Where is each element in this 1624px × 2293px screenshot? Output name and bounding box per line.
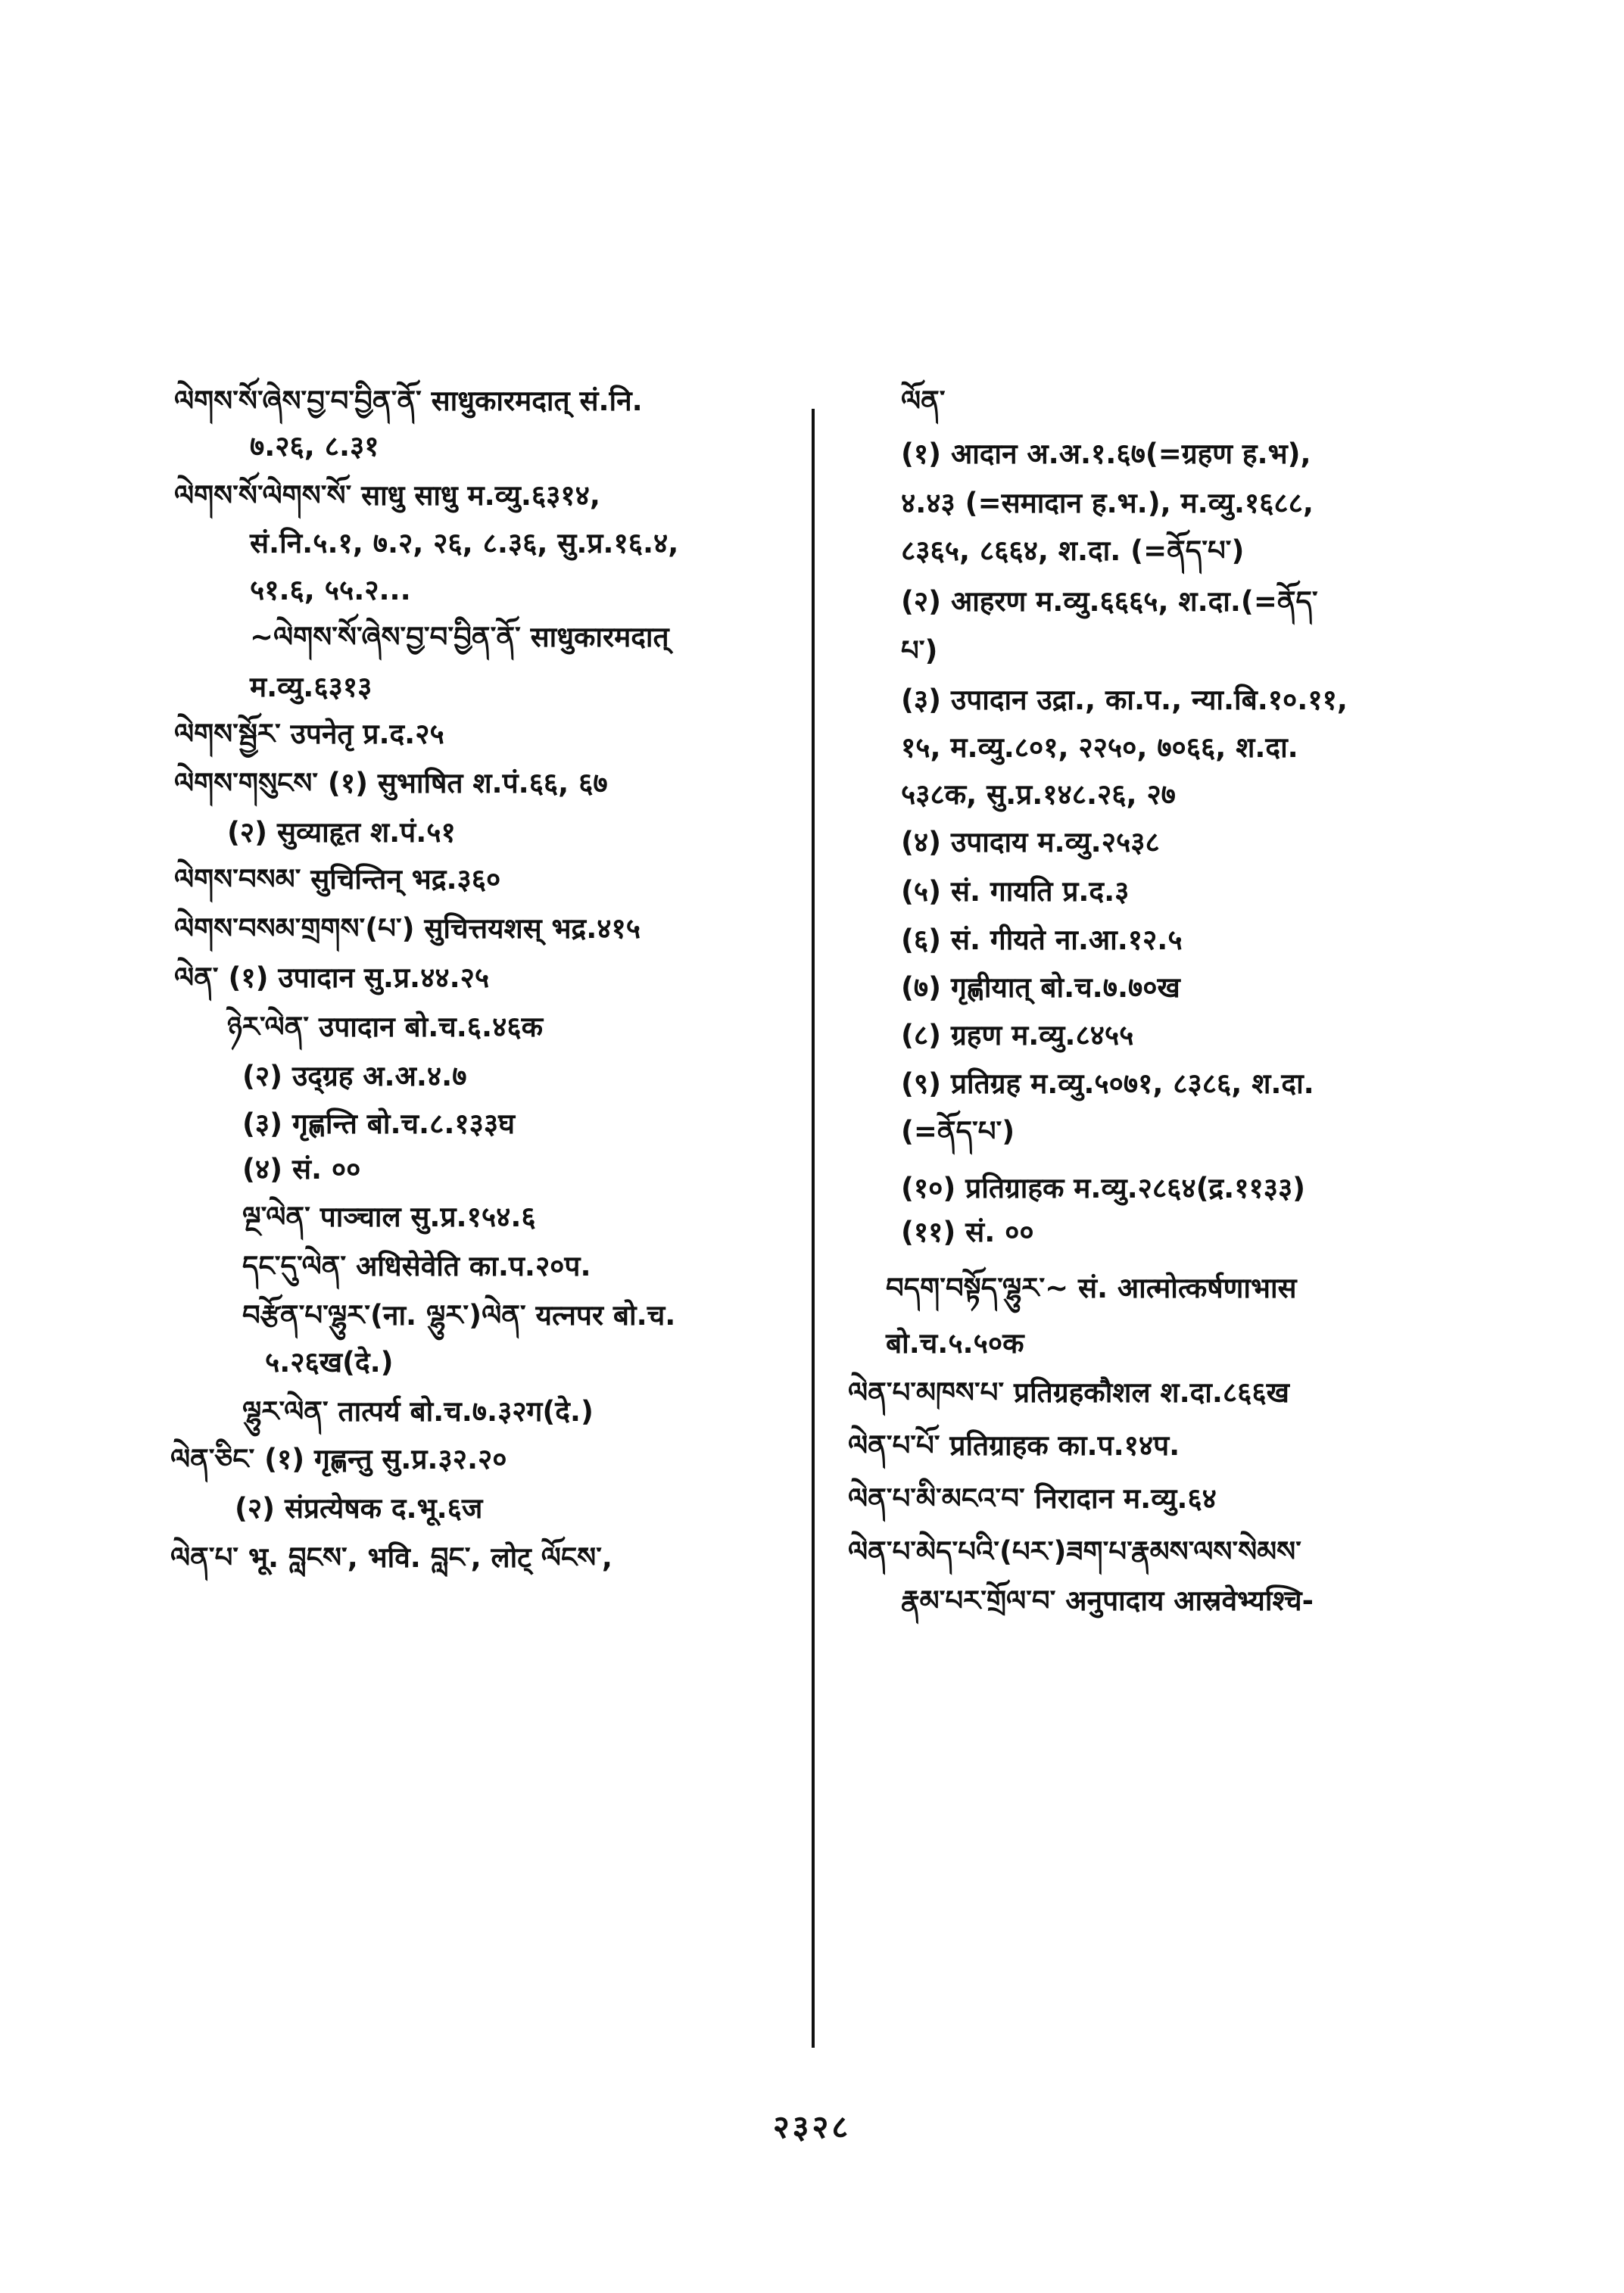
entry-line: ལེན་པ་པོ་ प्रतिग्राहक का.प.१४प. [848,1429,1180,1462]
entry-line: ལོན་ [901,385,946,417]
entry-line: (४) सं. ०० [242,1153,361,1185]
column-divider [812,409,815,2048]
entry-line: དང་དུ་ལེན་ अधिसेवेति का.प.२०प. [242,1250,591,1282]
page-number: २३२८ [772,2108,852,2145]
entry-line: (५) सं. गायति प्र.द.३ [901,875,1130,908]
entry-line: म.व्यु.६३१३ [250,671,372,703]
entry-line: १५, म.व्यु.८०१, २२५०, ७०६६, श.दा. [901,731,1298,764]
entry-line: ལེན་པ་མི་མངའ་བ་ निरादान म.व्यु.६४ [848,1482,1217,1515]
entry-line: ४.४३ (=समादान ह.भ.), म.व्यु.१६८८, [901,487,1314,519]
entry-line: (२) आहरण म.व्यु.६६६५, श.दा.(=ནོད་ [901,585,1318,618]
entry-line: (१) आदान अ.अ.१.६७(=ग्रहण ह.भ), [901,438,1311,470]
entry-line: (९) प्रतिग्रह म.व्यु.५०७१, ८३८६, श.दा. [901,1067,1314,1100]
entry-line: ལེགས་སོ་ལེགས་སོ་ साधु साधु म.व्यु.६३१४, [174,479,600,512]
entry-line: (३) उपादान उद्रा., का.प., न्या.बि.१०.११, [901,684,1348,716]
entry-line: པ་) [901,634,938,667]
entry-line: (६) सं. गीयते ना.आ.१२.५ [901,924,1183,956]
entry-line: (२) संप्रत्येषक द.भू.६ज [235,1492,483,1525]
entry-line: ལེགས་སྦྱོར་ उपनेतृ प्र.द.२५ [174,718,444,750]
entry-line: ५.२६ख(दे.) [265,1346,394,1379]
entry-line: (=ནོད་པ་) [901,1115,1015,1148]
entry-line: ८३६५, ८६६४, श.दा. (=ནོད་པ་) [901,534,1245,567]
entry-line: རྣམ་པར་གྲོལ་བ་ अनुपादाय आस्रवेभ्यश्चि- [901,1584,1314,1617]
entry-line: ५१.६, ५५.२... [250,574,411,606]
entry-line: (७) गृह्णीयात् बो.च.७.७०ख [901,971,1180,1004]
entry-line: ७.२६, ८.३१ [250,430,379,463]
entry-line: ལྔ་ལེན་ पाञ्चाल सु.प्र.१५४.६ [242,1201,536,1233]
entry-line: ५३८क, सु.प्र.१४८.२६, २७ [901,778,1176,811]
entry-line: བདག་བསྟོད་ལྷུར་~ सं. आत्मोत्कर्षणाभास [886,1272,1297,1304]
entry-line: (८) ग्रहण म.व्यु.८४५५ [901,1019,1134,1051]
entry-line: ལེགས་སོ་ཞེས་བྱ་བ་བྱིན་ནོ་ साधुकारमदात् सं.नि. [174,385,643,417]
entry-line: ལེན་པ་མེད་པའི་(པར་)ཟག་པ་རྣམས་ལས་སེམས་ [848,1535,1301,1568]
entry-line: (१०) प्रतिग्राहक म.व्यु.२८६४(द्र.११३३) [901,1172,1306,1204]
entry-line: ལེགས་བསམ་གྲགས་(པ་) सुचित्तयशस् भद्र.४१५ [174,912,641,945]
entry-line: ~ལེགས་སོ་ཞེས་བྱ་བ་བྱིན་ནོ་ साधुकारमदात् [250,621,669,653]
entry-line: ཉེར་ལེན་ उपादान बो.च.६.४६क [227,1011,543,1043]
entry-line: (२) सुव्याहृत श.पं.५१ [227,816,456,849]
entry-line: सं.नि.५.१, ७.२, २६, ८.३६, सु.प्र.१६.४, [250,527,679,559]
entry-line: ལེན་ཅིང་ (१) गृह्णन्तु सु.प्र.३२.२० [170,1443,507,1475]
entry-line: ལེན་པ་ भू. བླངས་, भवि. བླང་, लोट् ལོངས་, [170,1541,613,1574]
entry-line: (४) उपादाय म.व्यु.२५३८ [901,826,1160,858]
entry-line: (११) सं. ०० [901,1216,1034,1248]
entry-line: बो.च.५.५०क [886,1327,1024,1360]
entry-line: (३) गृह्णन्ति बो.च.८.१३३घ [242,1108,515,1140]
entry-line: ལེགས་བསམ་ सुचिन्तिन् भद्र.३६० [174,863,501,896]
entry-line: ལེགས་གསུངས་ (१) सुभाषित श.पं.६६, ६७ [174,767,608,799]
entry-line: ལེན་པ་མཁས་པ་ प्रतिग्रहकौशल श.दा.८६६ख [848,1376,1289,1409]
entry-line: ལེན་ (१) उपादान सु.प्र.४४.२५ [174,961,490,994]
entry-line: (२) उद्ग्रह अ.अ.४.७ [242,1060,467,1092]
entry-line: བརྩོན་པ་ལྷུར་(ना. ལྷུར་)ལེན་ यत्नपर बो.च. [242,1299,676,1332]
entry-line: ལྷུར་ལེན་ तात्पर्य बो.च.७.३२ग(दे.) [242,1395,594,1428]
